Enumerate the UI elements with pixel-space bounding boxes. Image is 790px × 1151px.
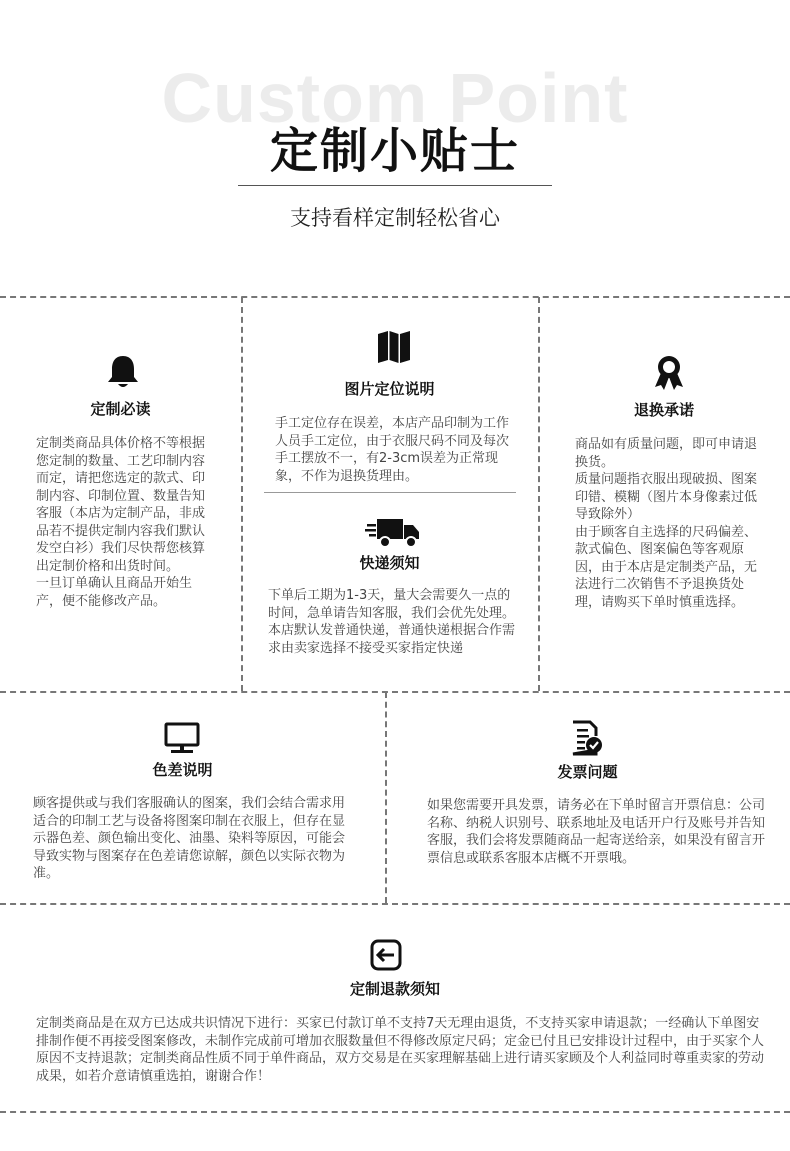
- page-subtitle: 支持看样定制轻松省心: [290, 206, 500, 230]
- card-return-promise: [538, 297, 790, 691]
- watermark-text: Custom Point: [161, 59, 629, 137]
- card-text: 定制类商品是在双方已达成共识情况下进行：买家已付款订单不支持7天无理由退货，不支持买家申请退款；一经确认下单图安排制作便不再接受图案修改，未制作完成前可增加衣服数量但不得修改原定尺码；定金已付且已安排设计过程中，由于买家个人原因不支持退款；定制类商品性质不同于单件商品，双方交易是在买家理解基础上进行请买家顾及个人利益同时尊重卖家的劳动成果，如若介意请慎重选拍，谢谢合作！: [36, 1016, 765, 1084]
- page-title: 定制小贴士: [269, 123, 520, 179]
- truck-icon: [365, 517, 421, 549]
- card-text: 顾客提供或与我们客服确认的图案，我们会结合需求用适合的印制工艺与设备将图案印制在衣服上，但存在显示器色差、颜色输出变化、油墨、染料等原因，可能会导致实物与图案存在色差请您谅解，颜色以实际衣物为准。: [33, 796, 346, 881]
- card-express: [241, 497, 538, 691]
- card-title: 退换承诺: [633, 401, 694, 419]
- monitor-icon: [164, 722, 200, 754]
- map-icon: [377, 330, 411, 364]
- inner-divider: [264, 492, 516, 493]
- card-title: 色差说明: [152, 761, 213, 779]
- return-arrow-icon: [370, 939, 402, 971]
- title-divider: [238, 185, 552, 186]
- card-must-read: [0, 297, 241, 691]
- card-refund: [0, 905, 790, 1111]
- card-title: 定制退款须知: [349, 980, 440, 998]
- card-title: 发票问题: [557, 763, 618, 781]
- card-text: 手工定位存在误差，本店产品印制为工作人员手工定位，由于衣服尺码不同及每次手工摆放不一，有2-3cm误差为正常现象，不作为退换货理由。: [275, 416, 510, 484]
- bell-icon: [106, 354, 140, 390]
- card-title: 快递须知: [359, 554, 420, 572]
- grid-divider-bottom: [0, 1111, 790, 1113]
- card-color-diff: [0, 692, 385, 903]
- card-title: 定制必读: [90, 400, 151, 418]
- card-text: 商品如有质量问题，即可申请退换货。 质量问题指衣服出现破损、图案印错、模糊（图片本身像素过低导致除外） 由于顾客自主选择的尺码偏差、款式偏色、图案偏色等客观原因，由于本店是定制类产品，无法进行二次销售不予退换货处理，请购买下单时慎重选择。: [575, 437, 758, 610]
- card-text: 下单后工期为1-3天，量大会需要久一点的时间，急单请告知客服，我们会优先处理。 本店默认发普通快递，普通快递根据合作需求由卖家选择不接受买家指定快递: [268, 588, 516, 656]
- card-title: 图片定位说明: [344, 380, 435, 398]
- card-text: 如果您需要开具发票，请务必在下单时留言开票信息：公司名称、纳税人识别号、联系地址及电话开户行及账号并告知客服，我们会将发票随商品一起寄送给亲，如果没有留言开票信息或联系客服本店概不开票哦。: [427, 798, 766, 866]
- ribbon-award-icon: [652, 355, 686, 391]
- invoice-check-icon: [570, 720, 604, 756]
- card-text: 定制类商品具体价格不等根据您定制的数量、工艺印制内容而定，请把您选定的款式、印制内容、印制位置、数量告知客服（本店为定制产品，非成品若不提供定制内容我们默认发空白衫）我们尽快帮您核算出定制价格和出货时间。 一旦订单确认且商品开始生产，便不能修改产品。: [36, 436, 206, 609]
- card-invoice: [385, 692, 790, 903]
